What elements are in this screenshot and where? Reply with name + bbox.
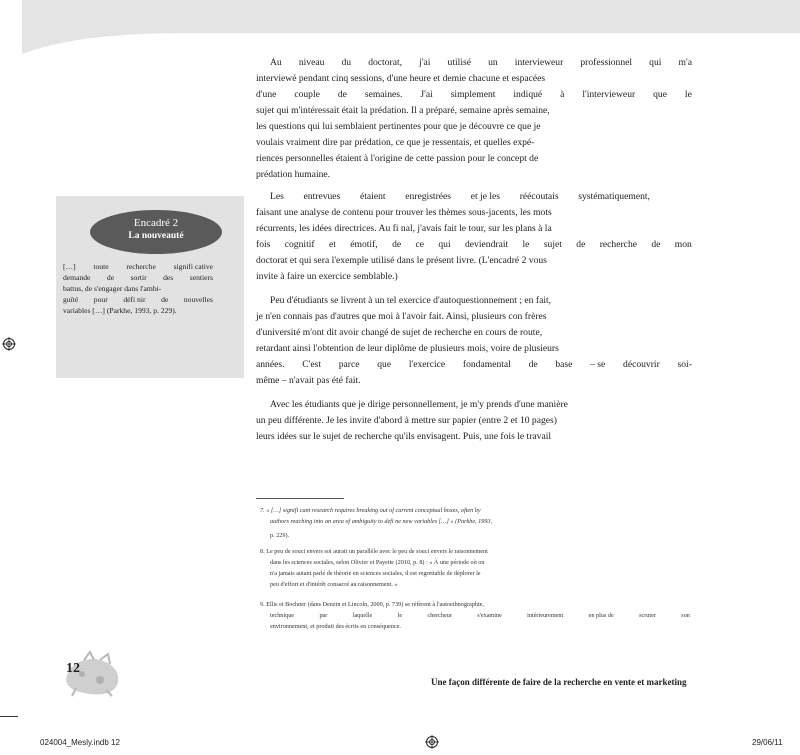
word: professionnel [580,57,633,68]
word: années. [256,359,285,370]
footnote-8: peu d'effort et d'intérêt consacré au raisonnement. » [270,581,398,588]
box-line [63,273,213,284]
registration-mark-icon [2,337,16,351]
crop-mark [0,716,18,717]
p2-line: doctorat et qui sera l'exemple utilisé dans le présent livre. (L'encadré 2 vous [256,255,547,266]
word: utilisé [447,57,471,68]
box-subtitle: La nouveauté [128,231,184,241]
footnote-9: environnement, et produit des écrits en conséquence. [270,623,401,630]
word: de [337,89,347,100]
word: par [319,612,328,619]
word: réécoutais [519,191,559,202]
word: nouvelles [183,295,213,304]
word: recherche [126,262,156,271]
word: défi nir [123,295,146,304]
footnote-7: p. 229). [270,532,290,539]
p3-line: d'université m'ont dit avoir changé de sujet de recherche en cours de route, [256,327,543,338]
word: de [576,239,586,250]
word: qui [438,239,451,250]
word: que [377,359,392,370]
running-title: Une façon différente de faire de la recherche en vente et marketing [431,677,687,687]
header-band [0,0,800,60]
word: et [328,239,336,250]
word: niveau [298,57,325,68]
p4-line: un peu différente. Je les invite d'abord à mettre sur papier (entre 2 et 10 pages) [256,415,557,426]
word: que [653,89,667,100]
p3-line: je n'en connais pas d'autres que moi à l'avoir fait. Ainsi, plusieurs con frères [256,311,547,322]
word: base [555,359,573,370]
p1-line: prédation humaine. [256,169,331,180]
word: d'une [256,89,277,100]
p4-line: leurs idées sur le sujet de recherche qu'ils envisagent. Puis, une fois le travail [256,431,552,442]
word: – se [590,359,606,370]
word: à [560,89,565,100]
word: C'est [302,359,322,370]
word: le [522,239,530,250]
word: toute [93,262,109,271]
word: enregistrées [405,191,452,202]
word: son [681,612,690,619]
box-title: Encadré 2 [133,217,179,229]
footnote-7: 7. « […] signifi cant research requires breaking out of current conceptual boxes, often by [260,507,481,514]
word: entrevues [303,191,341,202]
word: fois [256,239,271,250]
word: J'ai [420,89,433,100]
word: qui [649,57,662,68]
box-header [90,210,222,254]
word: parce [338,359,360,370]
word: étaient [359,191,386,202]
word: doctorat, [368,57,403,68]
word: un [488,57,498,68]
box-line [63,295,213,306]
word: l'intervieweur [582,89,636,100]
p3-line: Peu d'étudiants se livrent à un tel exercice d'autoquestionnement ; en fait, [270,295,552,306]
word: demande [63,273,91,282]
word: mon [674,239,692,250]
word: de [392,239,402,250]
p3-line: même – n'avait pas été fait. [256,375,361,386]
word: intervieweur [514,57,564,68]
word: systématiquement, [578,191,650,202]
box-line: variables […] (Parkhe, 1993, p. 229). [63,306,177,315]
word: recherche [599,239,637,250]
word: cognitif [284,239,315,250]
word: sentiers [189,273,213,282]
word: Au [270,57,282,68]
word: soi- [677,359,692,370]
word: […] [63,262,76,271]
word: découvrir [623,359,660,370]
p1-line [270,55,692,71]
p2-line: invite à faire un exercice semblable.) [256,271,398,282]
slug-file: 024004_Mesly.indb 12 [40,738,120,747]
word: technique [270,612,295,619]
p1-line: voulais vraiment dire par prédation, ce que je ressentais, et quelles expé- [256,137,535,148]
p2-line [256,237,692,253]
p1-line: sujet qui m'intéressait était la prédation. Il a préparé, semaine après semaine, [256,105,550,116]
word: et je les [470,191,501,202]
word: de [528,359,538,370]
slug-date: 29/06/11 [752,738,783,747]
p2-line: récurrents, les idées directrices. Au fi nal, j'avais fait le tour, sur les plans à la [256,223,552,234]
footnote-7: authors reaching into an area of ambiguity to defi ne new variables […] » (Parkhe, 1993, [270,518,493,525]
word: en plus de [588,612,614,619]
word: scruter [639,612,656,619]
word: indiqué [513,89,543,100]
p3-line [256,357,692,373]
p1-line: interviewé pendant cinq sessions, d'une heure et demie chacune et espacées [256,73,546,84]
word: de [651,239,661,250]
word: couple [294,89,320,100]
word: ce [415,239,425,250]
word: sortir [130,273,147,282]
word: semaines. [364,89,403,100]
word: simplement [450,89,496,100]
word: intérieurement [527,612,564,619]
p1-line: riences personnelles étaient à l'origine de cette passion pour le concept de [256,153,539,164]
p1-line: les questions qui lui semblaient pertinentes pour que je découvre ce que je [256,121,541,132]
p2-line [270,189,650,205]
word: le [397,612,403,619]
word: pour [93,295,108,304]
word: de [106,273,115,282]
word: signifi cative [173,262,213,271]
word: le [684,89,692,100]
footnote-rule [256,498,344,499]
word: Les [270,191,284,202]
p4-line: Avec les étudiants que je dirige personnellement, je m'y prends d'une manière [270,399,568,410]
word: des [163,273,174,282]
footnote-9 [270,611,690,620]
word: chercheur [427,612,452,619]
word: l'exercice [408,359,446,370]
footnote-8: 8. Le peu de souci envers soi aurait un parallèle avec le peu de souci envers le raisonnement [260,548,488,555]
word: s'examine [477,612,502,619]
page-number: 12 [66,661,80,676]
word: j'ai [419,57,431,68]
word: deviendrait [465,239,509,250]
footnote-8: dans les sciences sociales, selon Olivier et Payette (2010, p. 8) : « À une période où on [270,559,485,566]
p2-line: faisant une analyse de contenu pour trouver les thèmes sous-jacents, les mots [256,207,552,218]
word: de [161,295,169,304]
p1-line [256,87,692,103]
word: laquelle [352,612,373,619]
word: fondamental [462,359,511,370]
word: m'a [678,57,692,68]
footnote-8: n'a jamais autant parlé de théorie en sciences sociales, il est regrettable de déplorer le [270,570,481,577]
footnote-9: 9. Ellis et Bochner (dans Denzin et Lincoln, 2000, p. 739) se réfèrent à l'autoethnographie, [260,601,484,608]
box-line [63,262,213,273]
word: guïté [63,295,79,304]
word: du [341,57,352,68]
registration-mark-icon [425,735,439,749]
p3-line: retardant ainsi l'obtention de leur diplôme de plusieurs mois, voire de plusieurs [256,343,559,354]
box-line: battus, de s'engager dans l'ambi- [63,284,162,293]
word: émotif, [350,239,378,250]
word: sujet [543,239,562,250]
